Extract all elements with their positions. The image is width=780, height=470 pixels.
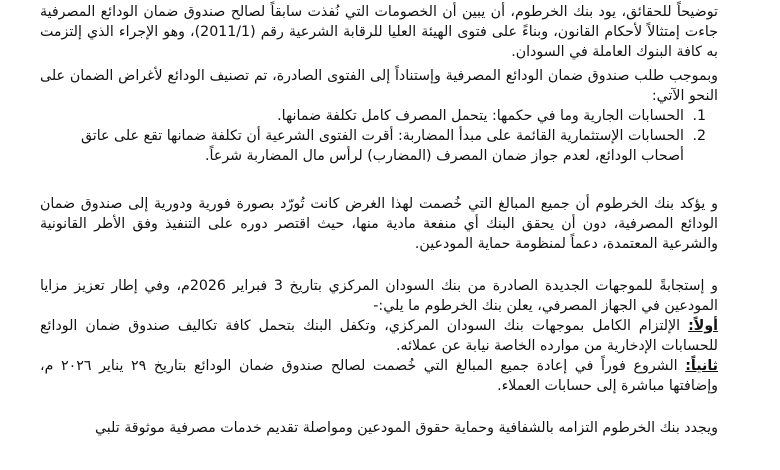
spacer [40, 396, 718, 418]
list-item-current-accounts: 1. الحسابات الجارية وما في حكمها: يتحمل المصرف كامل تكلفة ضمانها. [40, 106, 688, 126]
classification-paragraph: وبموجب طلب صندوق ضمان الودائع المصرفية وإستناداً إلى الفتوى الصادرة، تم تصنيف الودائع لأغراض الضمان على النحو الآتي: [40, 68, 718, 104]
second-point [40, 356, 718, 396]
first-point-text: الإلتزام الكامل بموجهات بنك السودان المركزي، وتكفل البنك بتحمل كافة تكاليف صندوق ضمان الودائع للحسابات الإدخارية من موارده الخاصة نيابة عن عملائه. [40, 318, 718, 354]
first-point-label: أولاً: [688, 318, 718, 334]
second-point-text: الشروع فوراً في إعادة جميع المبالغ التي خُصمت لصالح صندوق ضمان الودائع بتاريخ ٢٩ يناير ٢٠٢٦ م، وإضافتها مباشرة إلى حسابات العملاء. [40, 358, 718, 394]
closing-paragraph-partial: ويجدد بنك الخرطوم التزامه بالشفافية وحماية حقوق المودعين ومواصلة تقديم خدمات مصرفية موثوقة تلبي [94, 420, 718, 436]
first-point [40, 316, 718, 356]
deposit-classification-list [40, 106, 718, 166]
confirmation-paragraph: و يؤكد بنك الخرطوم أن جميع المبالغ التي خُصمت لهذا الغرض كانت تُورّد بصورة فورية ودورية إلى صندوق ضمان الودائع المصرفية، دون أن يحقق البنك أي منفعة مادية منها، حيث اقتصر دوره على التنفيذ وفق الأطر القانونية والشرعية المعتمدة، دعماً لمنظومة حماية المودعين. [40, 196, 718, 252]
intro-paragraph: توضيحاً للحقائق، يود بنك الخرطوم، أن يبين أن الخصومات التي نُفذت سابقاً لصالح صندوق ضمان الودائع المصرفية جاءت إمتثالاً لأحكام القانون، وبناءً على فتوى الهيئة العليا للرقابة الشرعية رقم (2011/1)، وهو الإجراء الذي إلتزمت به كافة البنوك العاملة في السودان. [40, 4, 719, 60]
spacer [40, 166, 718, 194]
spacer [40, 254, 718, 276]
second-point-label: ثانياً: [685, 358, 718, 374]
announcement-paragraph: و إستجابةً للموجهات الجديدة الصادرة من بنك السودان المركزي بتاريخ 3 فبراير 2026م، وفي إطار تعزيز مزايا المودعين في الجهاز المصرفي، يعلن بنك الخرطوم ما يلي:- [40, 278, 718, 314]
list-item-investment-accounts: 2. الحسابات الإستثمارية القائمة على مبدأ المضاربة: أقرت الفتوى الشرعية أن تكلفة ضمانها تقع على عاتق أصحاب الودائع، لعدم جواز ضمان المصرف (المضارب) لرأس مال المضاربة شرعاً. [40, 126, 688, 166]
